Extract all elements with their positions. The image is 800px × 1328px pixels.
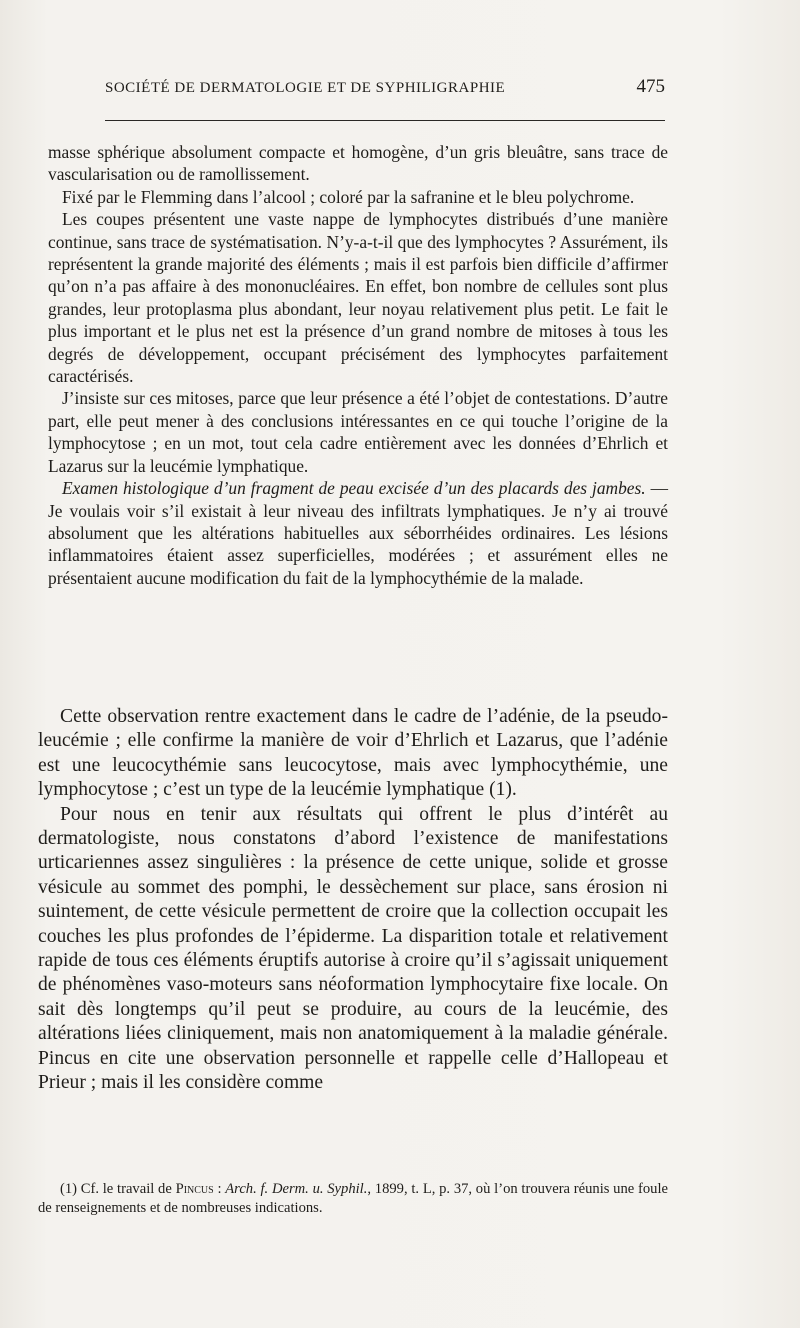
italic-heading: Examen histologique d’un fragment de peau excisée d’un des placards des jambes.	[62, 478, 646, 499]
paragraph: Cette observation rentre exactement dans le cadre de l’adénie, de la pseudo-leucémie ; elle confirme la manière de voir d’Ehrlich et Lazarus, que l’adénie est une leucocythémie sans leucocytose, mais avec lymphocythémie, une lymphocytose ; c’est un type de la leucémie lymphatique (1).	[38, 706, 668, 801]
footnote-journal: Arch. f. Derm. u. Syphil.	[225, 1181, 368, 1197]
paragraph-text: — Je voulais voir s’il existait à leur niveau des infiltrats lymphatiques. Je n’y ai trouvé absolument que les altérations habituelles aux séborrhéides ordinaires. Les lésions inflammatoires étaient assez superficielles, modérées ; et assurément elles ne présentaient aucune modification du fait de la lymphocythémie de la malade.	[48, 478, 668, 588]
footnote	[38, 1180, 668, 1218]
paragraph: J’insiste sur ces mitoses, parce que leur présence a été l’objet de contestations. D’autre part, elle peut mener à des conclusions intéressantes en ce qui touche l’origine de la lymphocytose ; en un mot, tout cela cadre entièrement avec les données d’Ehrlich et Lazarus sur la leucémie lymphatique.	[48, 388, 668, 476]
footnote-author: Pincus	[175, 1181, 214, 1197]
header-title: SOCIÉTÉ DE DERMATOLOGIE ET DE SYPHILIGRAPHIE	[105, 80, 506, 96]
footnote-sep: :	[213, 1181, 226, 1197]
page-number: 475	[636, 76, 665, 97]
footnote-marker: (1) Cf. le travail de	[60, 1181, 176, 1197]
paragraph: Pour nous en tenir aux résultats qui offrent le plus d’intérêt au dermatologiste, nous constatons d’abord l’existence de manifestations urticariennes assez singulières : la présence de cette unique, solide et grosse vésicule au sommet des pomphi, le dessèchement sur place, sans érosion ni suintement, de cette vésicule permettent de croire que la collection occupait les couches les plus profondes de l’épiderme. La disparition totale et relativement rapide de tous ces éléments éruptifs autorise à croire qu’il s’agissait uniquement de phénomènes vaso-moteurs sans néoformation lymphocytaire fixe locale. On sait dès longtemps qu’il peut se produire, au cours de la leucémie, des altérations liées cliniquement, mais non anatomiquement à la maladie générale. Pincus en cite une observation personnelle et rappelle celle d’Hallopeau et Prieur ; mais il les considère comme	[38, 803, 668, 1094]
header-rule	[105, 120, 665, 121]
discussion	[38, 705, 668, 1096]
footnote-rest: , 1899, t. L, p. 37, où l’on trouvera réunis une foule de renseignements et de nombreuses indications.	[38, 1181, 668, 1216]
observation-details	[48, 141, 668, 589]
paragraph: masse sphérique absolument compacte et homogène, d’un gris bleuâtre, sans trace de vascularisation ou de ramollissement.	[48, 142, 668, 185]
paragraph: Les coupes présentent une vaste nappe de lymphocytes distribués d’une manière continue, sans trace de systématisation. N’y-a-t-il que des lymphocytes ? Assurément, ils représentent la grande majorité des éléments ; mais il est parfois bien difficile d’affirmer qu’on n’a pas affaire à des mononucléaires. En effet, bon nombre de cellules sont plus grandes, leur protoplasma plus abondant, leur noyau relativement plus petit. Le fait le plus important et le plus net est la présence d’un grand nombre de mitoses à tous les degrés de développement, occupant précisément des lymphocytes parfaitement caractérisés.	[48, 209, 668, 387]
running-header	[105, 76, 665, 98]
paragraph: Fixé par le Flemming dans l’alcool ; coloré par la safranine et le bleu polychrome.	[62, 186, 635, 207]
paragraph	[48, 477, 668, 589]
